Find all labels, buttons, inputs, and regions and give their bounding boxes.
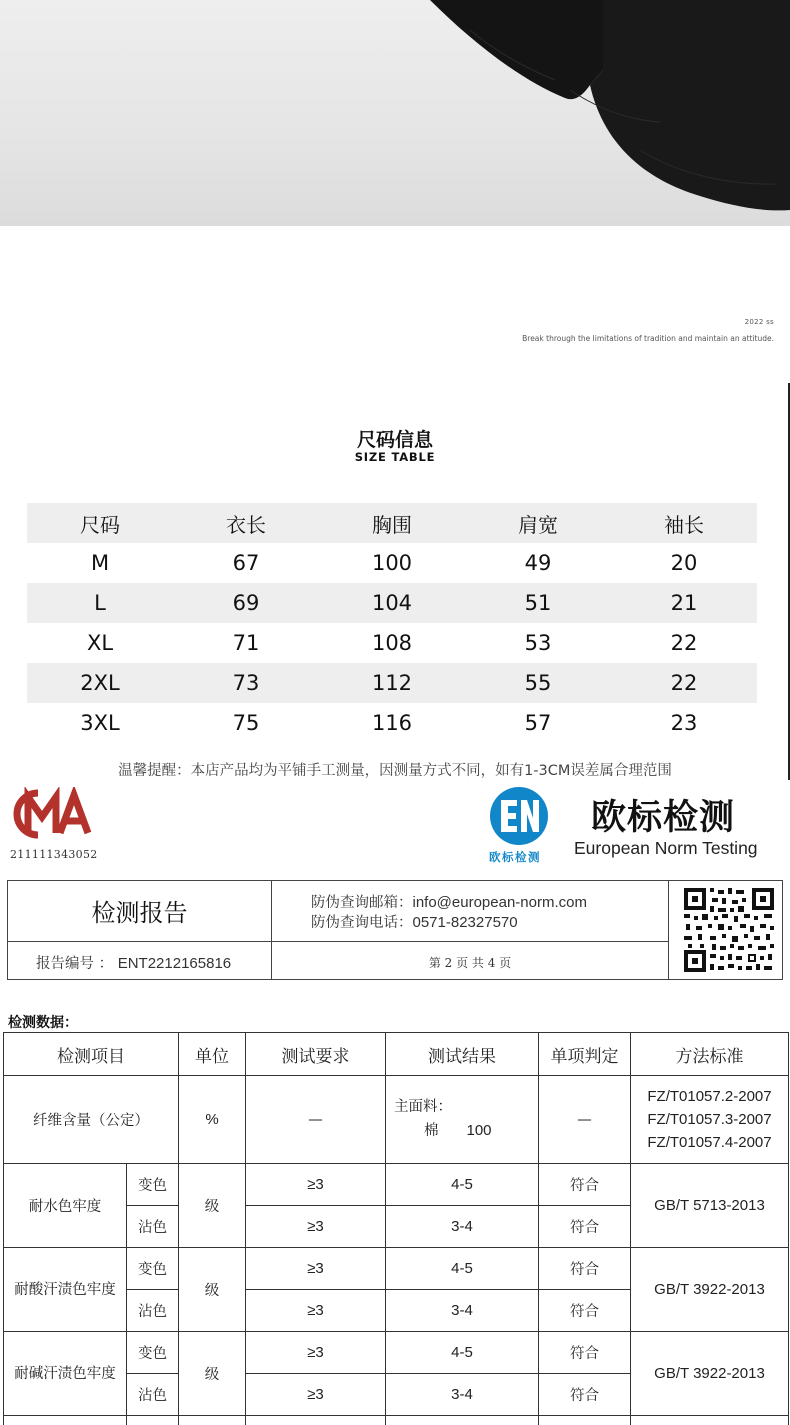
empty-cell [246,1416,386,1425]
unit-cell: 级 [179,1164,246,1248]
report-number-value: ENT2212165816 [117,955,232,972]
divider [668,881,669,979]
material-name: 棉 [424,1123,439,1139]
slogan-text: Break through the limitations of tradition and maintain an attitude. [522,334,774,343]
anti-fake-phone [311,911,518,932]
header-unit: 单位 [179,1033,246,1076]
standard-line: FZ/T01057.3-2007 [647,1111,772,1128]
email-value: info@european-norm.com [412,894,587,911]
judgement-cell: 符合 [539,1248,631,1290]
org-name-english: European Norm Testing [574,838,758,858]
size-table [27,503,757,743]
item-cell: 耐碱汗渍色牢度 [4,1332,127,1416]
result-cell: 4-5 [386,1332,539,1374]
size-table-title: 尺码信息 [356,429,433,451]
requirement-cell: ≥3 [246,1290,386,1332]
item-cell: 耐酸汗渍色牢度 [4,1248,127,1332]
shoulder-cell: 55 [524,671,552,695]
en-logo-caption: 欧标检测 [489,850,541,864]
shoulder-cell: 51 [524,591,552,615]
report-info-box [7,880,783,980]
report-number [36,952,231,973]
standard-cell: GB/T 3922-2013 [631,1332,789,1416]
item-cell: 耐水色牢度 [4,1164,127,1248]
table-row [4,1248,789,1290]
sleeve-cell: 22 [670,631,698,655]
cma-logo-icon [8,787,100,845]
requirement-cell: ≥3 [246,1332,386,1374]
judgement-cell: 符合 [539,1332,631,1374]
divider [8,941,668,942]
size-cell: M [90,551,110,575]
sub-item-cell: 变色 [127,1164,179,1206]
sub-item-cell: 沾色 [127,1374,179,1416]
header-requirement: 测试要求 [246,1033,386,1076]
result-cell: 4-5 [386,1164,539,1206]
table-row [27,583,757,623]
result-cell: 3-4 [386,1206,539,1248]
unit-cell: % [179,1076,246,1164]
length-cell: 69 [232,591,260,615]
shoulder-cell: 49 [524,551,552,575]
requirement-cell: ≥3 [246,1374,386,1416]
size-table-subtitle: SIZE TABLE [354,450,436,464]
cma-certificate-number: 211111343052 [10,848,98,861]
chest-cell: 116 [371,711,413,735]
sleeve-cell: 22 [670,671,698,695]
anti-fake-email [311,891,587,912]
sleeve-cell: 20 [670,551,698,575]
header-judgement: 单项判定 [539,1033,631,1076]
measurement-note: 温馨提醒：本店产品均为平铺手工测量，因测量方式不同，如有1-3CM误差属合理范围 [118,763,672,779]
chest-cell: 108 [371,631,413,655]
email-label: 防伪查询邮箱： [311,895,413,911]
header-length: 衣长 [226,512,266,537]
size-cell: XL [86,631,114,655]
table-row [27,543,757,583]
header-result: 测试结果 [386,1033,539,1076]
result-cell: 3-4 [386,1374,539,1416]
sub-item-cell: 变色 [127,1332,179,1374]
result-cell [386,1076,539,1164]
report-title: 检测报告 [91,899,188,927]
length-cell: 67 [232,551,260,575]
requirement-cell: ≥3 [246,1206,386,1248]
org-name-chinese: 欧标检测 [591,797,736,838]
sub-item-cell: 变色 [127,1248,179,1290]
judgement-cell: 符合 [539,1374,631,1416]
material-value: 100 [466,1122,492,1139]
result-label: 主面料： [394,1099,452,1115]
table-row [4,1332,789,1374]
requirement-cell: — [246,1076,386,1164]
standard-cell: GB/T 5713-2013 [631,1164,789,1248]
size-cell: 3XL [80,711,120,735]
empty-cell [127,1416,179,1425]
length-cell: 75 [232,711,260,735]
empty-cell [179,1416,246,1425]
phone-label: 防伪查询电话： [311,915,413,931]
shoulder-cell: 57 [524,711,552,735]
empty-cell [386,1416,539,1425]
standard-line: FZ/T01057.4-2007 [647,1134,772,1151]
standard-cell: GB/T 3922-2013 [631,1248,789,1332]
judgement-cell: 符合 [539,1164,631,1206]
phone-value: 0571-82327570 [412,914,518,931]
product-photo [0,0,790,226]
test-data-table [3,1032,789,1425]
page-indicator: 第 2 页 共 4 页 [428,956,512,970]
shoulder-cell: 53 [524,631,552,655]
judgement-cell: 符合 [539,1290,631,1332]
header-chest: 胸围 [372,512,412,537]
chest-cell: 100 [371,551,413,575]
length-cell: 71 [232,631,260,655]
empty-cell [631,1416,789,1425]
judgement-cell: — [539,1076,631,1164]
tagline [522,318,774,343]
size-cell: L [94,591,106,615]
header-size: 尺码 [80,512,120,537]
standard-line: FZ/T01057.2-2007 [647,1088,772,1105]
season-label: 2022 ss [744,318,774,326]
unit-cell: 级 [179,1248,246,1332]
result-cell: 4-5 [386,1248,539,1290]
empty-cell [4,1416,127,1425]
table-row [4,1076,789,1164]
header-item: 检测项目 [4,1033,179,1076]
report-number-label: 报告编号 ： [36,956,114,972]
en-logo-icon [487,786,551,852]
sub-item-cell: 沾色 [127,1206,179,1248]
size-cell: 2XL [80,671,120,695]
table-row [4,1164,789,1206]
header-sleeve: 袖长 [664,512,704,537]
table-header-row [4,1033,789,1076]
judgement-cell: 符合 [539,1206,631,1248]
sub-item-cell: 沾色 [127,1290,179,1332]
qr-code-icon [682,886,776,978]
unit-cell: 级 [179,1332,246,1416]
item-cell: 纤维含量（公定） [4,1076,179,1164]
table-row [27,623,757,663]
header-standard: 方法标准 [631,1033,789,1076]
result-material-line [394,1119,538,1143]
section-label: 检测数据： [8,1015,78,1031]
table-row [27,703,757,743]
requirement-cell: ≥3 [246,1164,386,1206]
length-cell: 73 [232,671,260,695]
requirement-cell: ≥3 [246,1248,386,1290]
header-shoulder: 肩宽 [518,512,558,537]
standard-cell [631,1076,789,1164]
sleeve-cell: 21 [670,591,698,615]
sleeve-cell: 23 [670,711,698,735]
empty-cell [539,1416,631,1425]
chest-cell: 104 [371,591,413,615]
table-row [27,663,757,703]
chest-cell: 112 [371,671,413,695]
table-row-continued [4,1416,789,1425]
result-cell: 3-4 [386,1290,539,1332]
size-table-header [27,503,757,543]
